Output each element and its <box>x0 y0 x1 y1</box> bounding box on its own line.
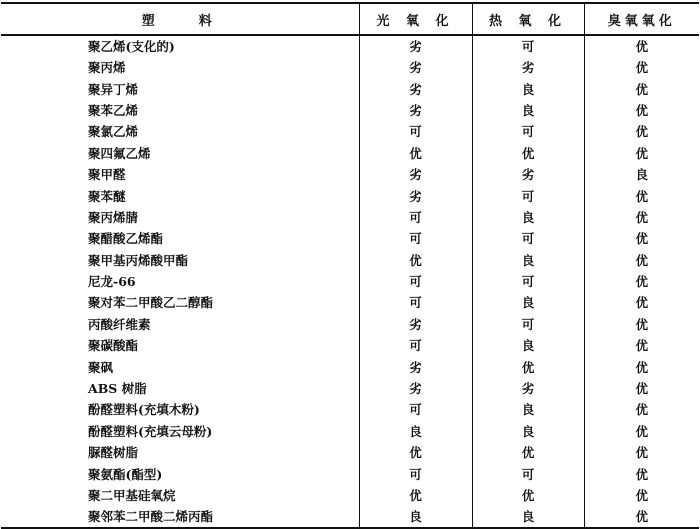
cell-ozone: 优 <box>635 445 648 461</box>
cell-light: 劣 <box>359 100 472 121</box>
cell-ozone: 优 <box>635 102 648 118</box>
cell-light: 良 <box>359 421 472 442</box>
cell-light: 劣 <box>359 378 472 399</box>
cell-material: 酚醛塑料(充填云母粉) <box>1 421 359 442</box>
header-ozone-oxidation: 臭氧氧化 <box>584 3 699 35</box>
table-row <box>1 57 699 78</box>
table-row <box>1 399 699 420</box>
cell-material: 丙酸纤维素 <box>1 314 359 335</box>
cell-heat: 良 <box>472 421 584 442</box>
header-heat-oxidation: 热 氧 化 <box>472 3 584 35</box>
cell-ozone: 优 <box>635 124 648 140</box>
cell-ozone: 优 <box>584 506 699 528</box>
cell-ozone: 优 <box>635 402 648 418</box>
cell-heat: 劣 <box>472 164 584 185</box>
cell-material: 聚乙烯(支化的) <box>1 35 359 57</box>
cell-light: 劣 <box>359 164 472 185</box>
cell-heat: 优 <box>472 143 584 164</box>
cell-light: 劣 <box>359 356 472 377</box>
cell-light: 优 <box>359 250 472 271</box>
table-row <box>1 185 699 206</box>
cell-light: 劣 <box>359 57 472 78</box>
cell-ozone: 优 <box>635 488 648 503</box>
cell-material: 聚甲基丙烯酸甲酯 <box>1 250 359 271</box>
cell-ozone: 优 <box>635 466 648 482</box>
cell-material: ABS 树脂 <box>1 378 359 399</box>
cell-ozone: 优 <box>635 188 648 204</box>
table-row <box>1 121 699 142</box>
cell-ozone: 优 <box>635 39 648 54</box>
cell-material: 聚二甲基硅氧烷 <box>1 485 359 506</box>
cell-material: 聚异丁烯 <box>1 78 359 99</box>
cell-light: 劣 <box>359 185 472 206</box>
cell-heat: 良 <box>472 399 584 420</box>
cell-heat: 良 <box>472 335 584 356</box>
cell-light: 可 <box>359 292 472 313</box>
cell-material: 聚丙烯腈 <box>1 207 359 228</box>
cell-light: 可 <box>359 207 472 228</box>
cell-material: 脲醛树脂 <box>1 442 359 463</box>
cell-heat: 优 <box>472 442 584 463</box>
cell-light: 可 <box>359 463 472 484</box>
cell-ozone: 优 <box>635 423 648 439</box>
cell-heat: 良 <box>472 78 584 99</box>
cell-material: 聚邻苯二甲酸二烯丙酯 <box>1 506 359 528</box>
table-row <box>1 378 699 399</box>
cell-material: 聚氨酯(酯型) <box>1 463 359 484</box>
table-row <box>1 78 699 99</box>
header-row <box>1 3 699 35</box>
cell-heat: 可 <box>472 314 584 335</box>
table-row <box>1 463 699 484</box>
table-row <box>1 143 699 164</box>
cell-ozone: 优 <box>635 145 648 161</box>
cell-ozone: 优 <box>635 338 648 354</box>
cell-heat: 可 <box>472 121 584 142</box>
cell-heat: 劣 <box>472 378 584 399</box>
cell-ozone: 优 <box>635 231 648 247</box>
cell-ozone: 优 <box>635 316 648 332</box>
table-row <box>1 228 699 249</box>
table-row <box>1 442 699 463</box>
table-row <box>1 35 699 57</box>
cell-heat: 良 <box>472 506 584 528</box>
cell-light: 可 <box>359 228 472 249</box>
table-row <box>1 335 699 356</box>
cell-heat: 优 <box>472 356 584 377</box>
cell-heat: 可 <box>472 228 584 249</box>
cell-material: 聚四氟乙烯 <box>1 143 359 164</box>
cell-material: 聚甲醛 <box>1 164 359 185</box>
table-row <box>1 292 699 313</box>
cell-light: 优 <box>359 143 472 164</box>
cell-ozone: 优 <box>635 209 648 225</box>
cell-light: 劣 <box>359 35 472 57</box>
table-row <box>1 506 699 528</box>
cell-ozone: 优 <box>635 252 648 268</box>
cell-material: 聚氯乙烯 <box>1 121 359 142</box>
cell-light: 优 <box>359 442 472 463</box>
table-row <box>1 356 699 377</box>
table-row <box>1 314 699 335</box>
table-header <box>1 3 699 35</box>
cell-material: 聚砜 <box>1 356 359 377</box>
cell-light: 优 <box>359 485 472 506</box>
cell-light: 劣 <box>359 314 472 335</box>
cell-heat: 可 <box>472 185 584 206</box>
table-body <box>1 35 699 528</box>
cell-ozone: 良 <box>635 167 648 183</box>
table-row <box>1 250 699 271</box>
cell-heat: 优 <box>472 485 584 506</box>
oxidation-resistance-table <box>1 2 699 529</box>
table-row <box>1 271 699 292</box>
cell-ozone: 优 <box>635 381 648 397</box>
cell-ozone: 优 <box>635 60 648 76</box>
header-light-oxidation: 光 氧 化 <box>359 3 472 35</box>
cell-heat: 良 <box>472 250 584 271</box>
table-row <box>1 100 699 121</box>
table-row <box>1 421 699 442</box>
cell-light: 可 <box>359 335 472 356</box>
cell-material: 聚碳酸酯 <box>1 335 359 356</box>
cell-material: 聚苯醚 <box>1 185 359 206</box>
cell-heat: 良 <box>472 292 584 313</box>
cell-light: 可 <box>359 121 472 142</box>
header-material: 塑 料 <box>1 3 359 35</box>
cell-material: 尼龙-66 <box>1 271 359 292</box>
cell-heat: 可 <box>472 35 584 57</box>
cell-material: 聚苯乙烯 <box>1 100 359 121</box>
cell-light: 可 <box>359 271 472 292</box>
cell-ozone: 优 <box>635 274 648 290</box>
cell-heat: 良 <box>472 100 584 121</box>
cell-ozone: 优 <box>635 359 648 375</box>
cell-material: 聚对苯二甲酸乙二醇酯 <box>1 292 359 313</box>
cell-heat: 可 <box>472 463 584 484</box>
cell-material: 酚醛塑料(充填木粉) <box>1 399 359 420</box>
cell-material: 聚醋酸乙烯酯 <box>1 228 359 249</box>
cell-light: 可 <box>359 399 472 420</box>
cell-ozone: 优 <box>635 81 648 97</box>
table-row <box>1 485 699 506</box>
cell-ozone: 优 <box>635 295 648 311</box>
cell-heat: 可 <box>472 271 584 292</box>
table-row <box>1 207 699 228</box>
cell-material: 聚丙烯 <box>1 57 359 78</box>
cell-light: 劣 <box>359 78 472 99</box>
cell-light: 良 <box>359 506 472 528</box>
cell-heat: 良 <box>472 207 584 228</box>
cell-heat: 劣 <box>472 57 584 78</box>
table-row <box>1 164 699 185</box>
